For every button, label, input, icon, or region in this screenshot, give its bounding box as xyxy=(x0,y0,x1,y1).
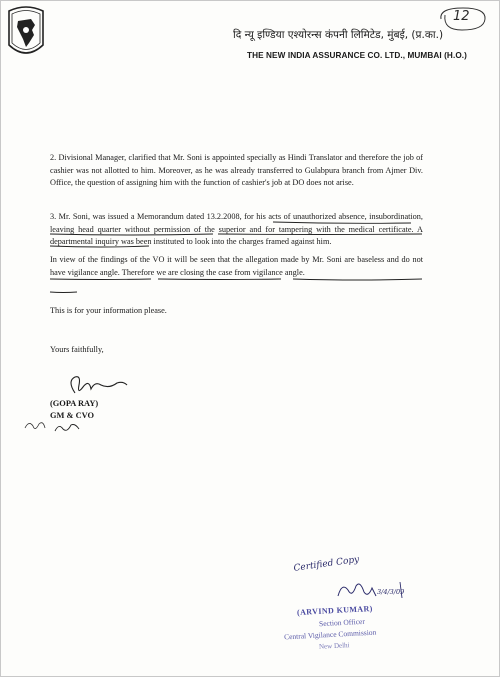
stamp-city: New Delhi xyxy=(318,641,350,651)
stamp-officer-role: Section Officer xyxy=(318,616,366,629)
signatory-title: GM & CVO xyxy=(50,411,95,420)
page-number: 12 xyxy=(453,9,470,24)
handwritten-underlines xyxy=(1,1,500,677)
stamp-officer-name: (ARVIND KUMAR) xyxy=(296,604,373,617)
info-line: This is for your information please. xyxy=(50,306,167,315)
company-logo-icon xyxy=(7,5,45,63)
signatory-name: (GOPA RAY) xyxy=(50,399,99,408)
initials-mark xyxy=(53,421,81,435)
certification-date: 3/4/3/09 xyxy=(377,588,405,596)
closing-line: Yours faithfully, xyxy=(50,345,104,354)
company-name-english: THE NEW INDIA ASSURANCE CO. LTD., MUMBAI (H.O.) xyxy=(247,51,467,60)
paragraph-2: 2. Divisional Manager, clarified that Mr. Soni is appointed specially as Hindi Translator and therefore the job of cashier was not allotted to him. Moreover, as he was already transferred to Gulabpura branch from Ajmer Div. Office, the question of assigning him with the function of cashier's job at DO does not arise. xyxy=(50,153,423,187)
paragraph-4: In view of the findings of the VO it will be seen that the allegation made by Mr. Soni are baseless and do not have vigilance angle. Therefore we are closing the case from vigilance angle. xyxy=(50,255,423,277)
certified-copy-note: Certified Copy xyxy=(293,554,360,574)
stamp-organization: Central Vigilance Commission xyxy=(283,627,377,642)
paragraph-3: 3. Mr. Soni, was issued a Memorandum dated 13.2.2008, for his acts of unauthorized absence, insubordination, leaving head quarter without permission of the superior and for tampering with the medical certificate. A departmental inquiry was been instituted to look into the charges framed against him. xyxy=(50,212,423,246)
company-name-hindi: दि न्यू इण्डिया एश्योरन्स कंपनी लिमिटेड, मुंबई, (प्र.का.) xyxy=(233,29,444,41)
